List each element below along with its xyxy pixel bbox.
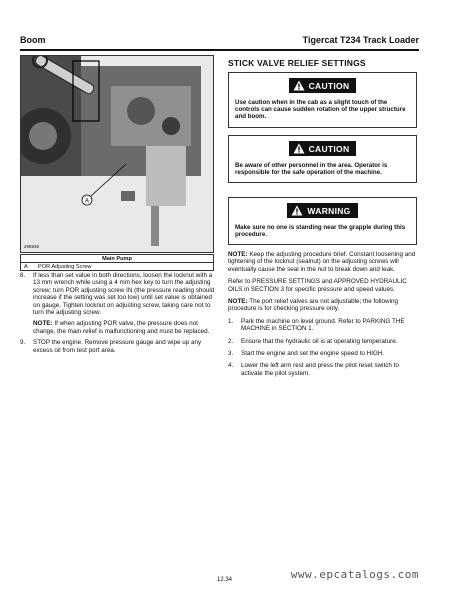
list-item (228, 338, 418, 345)
list-item (20, 339, 217, 354)
caption-value: POR Adjusting Screw (35, 263, 214, 271)
right-procedure (228, 251, 418, 382)
step-text: Start the engine and set the engine speed to HIGH. (241, 350, 385, 358)
caution-text: Be aware of other personnel in the area. Operator is responsible for the safe operation of the machine. (235, 162, 388, 177)
paragraph: Refer to PRESSURE SETTINGS and APPROVED HYDRAULIC OILS in SECTION 3 for specific pressure and speed values. (228, 278, 407, 293)
step-number: 8. (20, 272, 26, 279)
step-text: Ensure that the hydraulic oil is at operating temperature. (241, 337, 398, 345)
note (228, 298, 418, 313)
step-text: STOP the engine. Remove pressure gauge and wipe up any excess oil from test port area. (33, 339, 202, 354)
callout-a-label: A (84, 198, 90, 205)
list-item (228, 350, 418, 357)
left-procedure (20, 272, 217, 358)
note-label: NOTE: (228, 298, 248, 306)
caption-title: Main Pump (21, 255, 214, 263)
note-text: Keep the adjusting procedure brief. Constant loosening and tightening of the locknut (sealnut) on the adjusting screws will eventually cause the seal in the nut to break down and leak. (228, 251, 416, 273)
caution-text: Use caution when in the cab as a slight touch of the controls can cause sudden rotation of the upper structure and boom. (235, 99, 406, 121)
note-text: The port relief valves are not adjustable; the following procedure is for checking pressure only. (228, 298, 398, 313)
step-text: Lower the left arm rest and press the pilot reset switch to activate the pilot system. (241, 362, 399, 377)
figure-caption-table (20, 254, 214, 271)
caution-banner (289, 141, 357, 156)
note (33, 320, 217, 335)
header-manual-title: Tigercat T234 Track Loader (302, 35, 419, 45)
header-rule (20, 49, 419, 51)
step-number: 4. (228, 362, 234, 370)
step-number: 9. (20, 339, 26, 347)
section-title: STICK VALVE RELIEF SETTINGS (228, 58, 366, 68)
note-label: NOTE: (33, 320, 53, 328)
pump-illustration (21, 56, 214, 253)
note-label: NOTE: (228, 251, 248, 258)
list-item (228, 318, 418, 333)
caption-key: A (21, 263, 36, 271)
main-pump-photo (20, 55, 214, 253)
note (228, 251, 418, 273)
note-text: If when adjusting POR valve, the pressure does not change, the main relief is malfunctioning and must be replaced. (33, 320, 210, 335)
warning-box (228, 197, 417, 245)
photo-id: 298939 (24, 244, 40, 249)
step-text: If less than set value in both directions, loosen the locknut with a 13 mm wrench while using a 4 mm hex key to turn the adjusting screw; turn POR adjusting screw IN (the pressure reading should increase if the setting was set too low) until set value is obtained on gauge. Tighten locknut on adjusting screw, taking care not to turn the adjusting screw. (33, 272, 215, 317)
caution-label: CAUTION (308, 80, 350, 91)
step-number: 3. (228, 350, 234, 358)
caution-label: CAUTION (308, 143, 350, 154)
step-number: 1. (228, 317, 234, 325)
warning-text: Make sure no one is standing near the grapple during this procedure. (235, 224, 406, 239)
warning-label: WARNING (307, 205, 351, 216)
page-number: 12.34 (216, 577, 232, 583)
list-item (228, 362, 418, 377)
watermark: www.epcatalogs.com (290, 568, 419, 581)
warning-banner (287, 203, 357, 218)
step-text: Park the machine on level ground. Refer to PARKING THE MACHINE in SECTION 1. (241, 317, 405, 333)
list-item (20, 272, 217, 316)
warning-triangle-icon (293, 143, 305, 154)
warning-triangle-icon (291, 205, 303, 216)
caution-banner (289, 78, 357, 93)
header-section-title: Boom (20, 35, 46, 45)
warning-triangle-icon (293, 80, 305, 91)
caution-box-1 (228, 72, 417, 128)
step-number: 2. (228, 337, 234, 345)
caution-box-2 (228, 135, 417, 183)
